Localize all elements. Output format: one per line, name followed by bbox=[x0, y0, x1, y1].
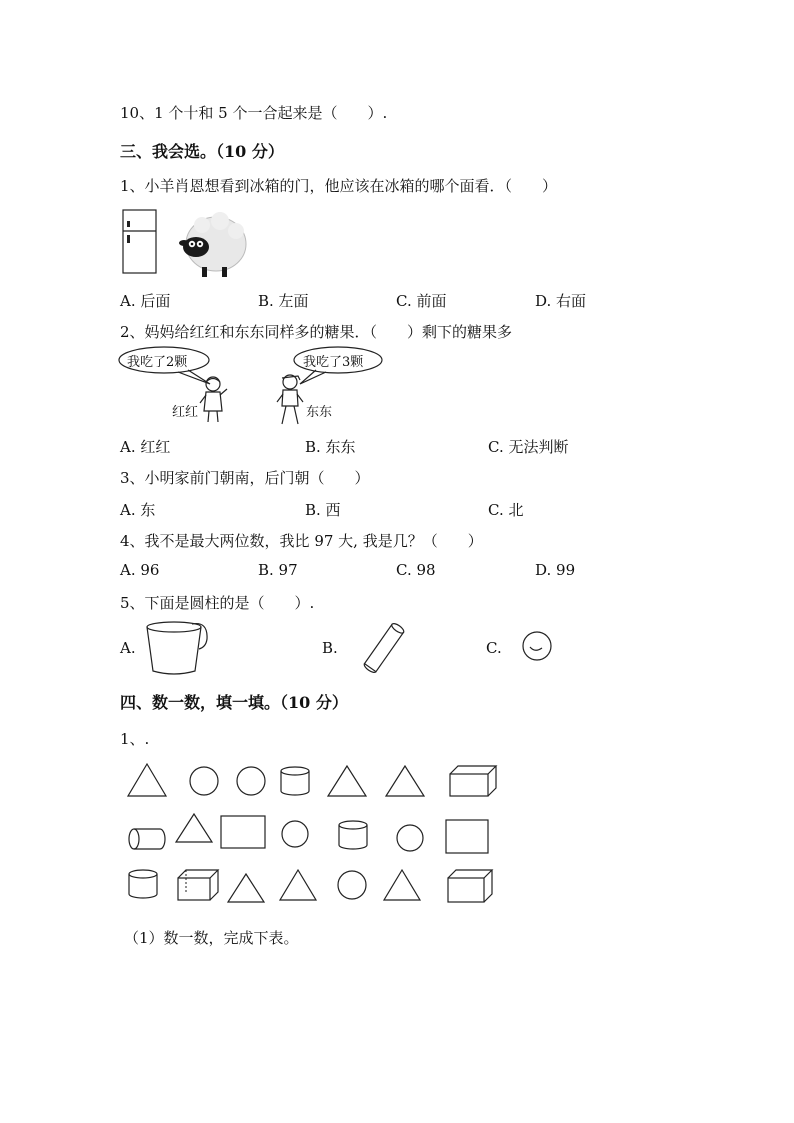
q1-option-c: C. 前面 bbox=[396, 292, 447, 310]
question-10-text: 10、1 个十和 5 个一合起来是（ ）. bbox=[120, 104, 388, 122]
q2-text: 2、妈妈给红红和东东同样多的糖果．（ ）剩下的糖果多 bbox=[120, 323, 513, 341]
circle-shape bbox=[397, 825, 423, 851]
q3-text: 3、小明家前门朝南，后门朝（ ） bbox=[120, 469, 370, 487]
cuboid-shape bbox=[450, 766, 496, 796]
q2-option-a: A. 红红 bbox=[120, 438, 171, 456]
q4-option-b: B. 97 bbox=[258, 561, 298, 579]
cylinder-shape bbox=[129, 870, 157, 898]
q5-option-b: B. bbox=[322, 639, 338, 657]
cylinder-lying-shape bbox=[129, 829, 165, 849]
circle-shape bbox=[237, 767, 265, 795]
q1-option-a: A. 后面 bbox=[120, 292, 171, 310]
ball-picture bbox=[520, 629, 554, 663]
triangle-shape bbox=[176, 814, 212, 842]
cuboid-shape bbox=[448, 870, 492, 902]
bubble-right-text: 我吃了3颗 bbox=[303, 355, 364, 370]
q4-text: 4、我不是最大两位数，我比 97 大, 我是几？（ ） bbox=[120, 532, 483, 550]
section-4-heading: 四、数一数，填一填。（10 分） bbox=[120, 693, 348, 712]
triangle-shape bbox=[328, 766, 366, 796]
cylinder-picture bbox=[360, 621, 408, 675]
q2-option-b: B. 东东 bbox=[305, 438, 356, 456]
triangle-shape bbox=[384, 870, 420, 900]
q3-option-c: C. 北 bbox=[488, 501, 524, 519]
cylinder-shape bbox=[339, 821, 367, 849]
bubble-left-text: 我吃了2颗 bbox=[127, 355, 188, 370]
square-shape bbox=[446, 820, 488, 853]
section4-q1-label: 1、. bbox=[120, 730, 150, 748]
name-right-label: 东东 bbox=[306, 405, 333, 420]
cylinder-shape bbox=[281, 767, 309, 795]
q4-option-c: C. 98 bbox=[396, 561, 436, 579]
triangle-shape bbox=[280, 870, 316, 900]
cuboid-shape bbox=[178, 870, 218, 900]
q3-option-b: B. 西 bbox=[305, 501, 341, 519]
q5-text: 5、下面是圆柱的是（ ）. bbox=[120, 594, 315, 612]
circle-shape bbox=[190, 767, 218, 795]
q5-option-a: A. bbox=[120, 639, 136, 657]
shapes-grid bbox=[120, 760, 500, 910]
triangle-shape bbox=[228, 874, 264, 902]
q4-option-a: A. 96 bbox=[120, 561, 160, 579]
name-left-label: 红红 bbox=[172, 405, 199, 420]
q3-option-a: A. 东 bbox=[120, 501, 156, 519]
q4-option-d: D. 99 bbox=[535, 561, 576, 579]
q2-option-c: C. 无法判断 bbox=[488, 438, 569, 456]
q1-option-d: D. 右面 bbox=[535, 292, 587, 310]
circle-shape bbox=[282, 821, 308, 847]
girl-figure bbox=[196, 375, 230, 425]
section-3-heading: 三、我会选。（10 分） bbox=[120, 142, 284, 161]
rectangle-shape bbox=[221, 816, 265, 848]
triangle-shape bbox=[386, 766, 424, 796]
section4-sub1-text: （1）数一数，完成下表。 bbox=[124, 929, 299, 947]
boy-figure bbox=[274, 372, 308, 428]
circle-shape bbox=[338, 871, 366, 899]
q1-text: 1、小羊肖恩想看到冰箱的门，他应该在冰箱的哪个面看．（ ） bbox=[120, 177, 558, 195]
fridge-picture bbox=[122, 209, 158, 275]
triangle-shape bbox=[128, 764, 166, 796]
bucket-picture bbox=[144, 617, 210, 677]
sheep-picture bbox=[176, 211, 248, 279]
q1-option-b: B. 左面 bbox=[258, 292, 309, 310]
q5-option-c: C. bbox=[486, 639, 502, 657]
